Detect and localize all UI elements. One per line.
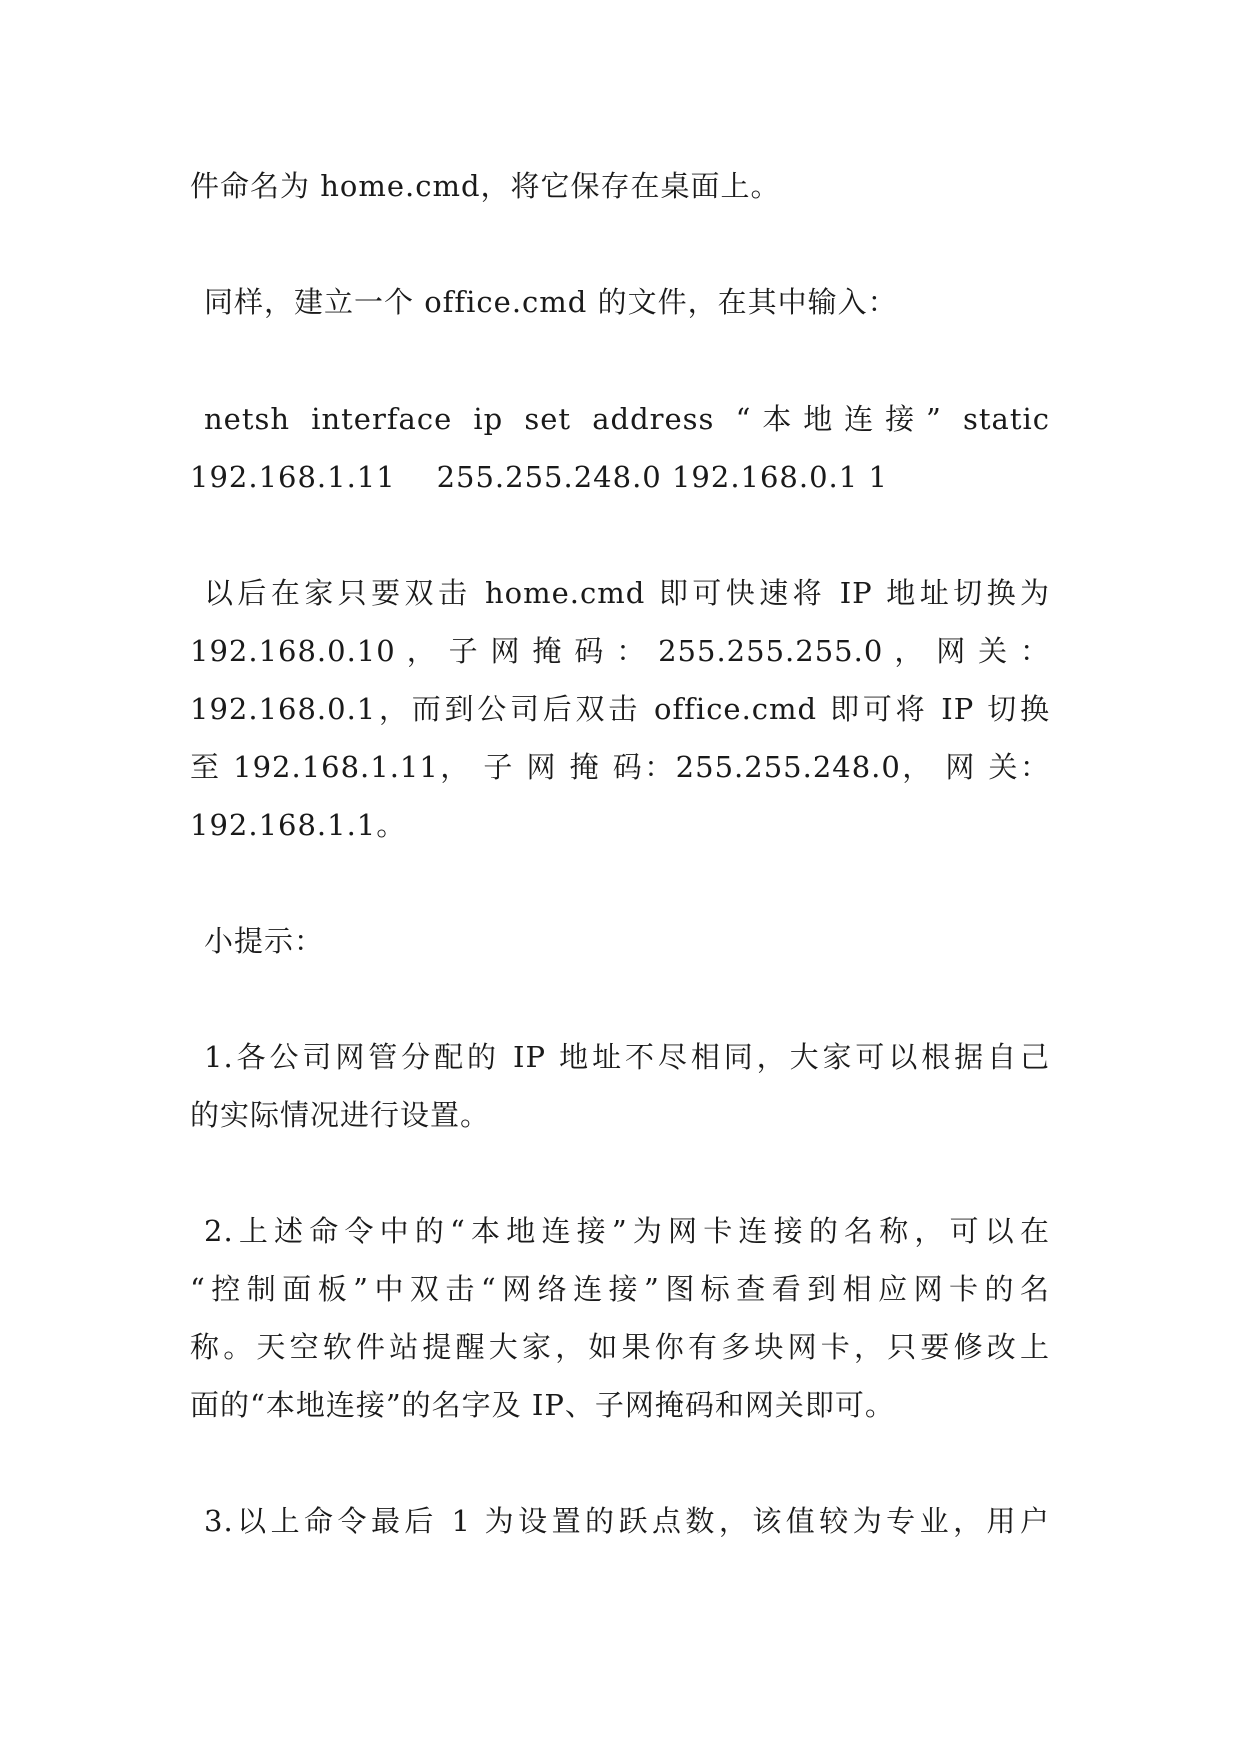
tip-heading: 小提示：	[204, 924, 325, 958]
text-line: 192.168.0.10 ， 子 网 掩 码 ： 255.255.255.0 ， 网 关 ：	[190, 634, 1050, 668]
text-line: 3.以上命令最后 1 为设置的跃点数，该值较为专业，用户	[204, 1504, 1050, 1538]
text-line: 192.168.1.1。	[190, 808, 407, 842]
text-line: “控制面板”中双击“网络连接”图标查看到相应网卡的名	[190, 1272, 1050, 1306]
code-line: 192.168.1.11 255.255.248.0 192.168.0.1 1	[190, 460, 888, 494]
text-line: 192.168.0.1，而到公司后双击 office.cmd 即可将 IP 切换	[190, 692, 1050, 726]
text-line: 至 192.168.1.11， 子 网 掩 码：255.255.248.0， 网 关：	[190, 750, 1050, 784]
text-line: 面的“本地连接”的名字及 IP、子网掩码和网关即可。	[190, 1388, 895, 1422]
text-line: 的实际情况进行设置。	[190, 1098, 491, 1132]
text-line: 同样，建立一个 office.cmd 的文件，在其中输入：	[204, 285, 898, 319]
text-line: 2.上述命令中的“本地连接”为网卡连接的名称，可以在	[204, 1214, 1050, 1248]
text-line: 1.各公司网管分配的 IP 地址不尽相同，大家可以根据自己	[204, 1040, 1050, 1074]
text-line: 称。天空软件站提醒大家，如果你有多块网卡，只要修改上	[190, 1330, 1050, 1364]
text-line: 件命名为 home.cmd，将它保存在桌面上。	[190, 169, 781, 203]
code-line: netsh interface ip set address “本地连接” static	[204, 402, 1050, 436]
text-line: 以后在家只要双击 home.cmd 即可快速将 IP 地址切换为	[204, 576, 1050, 610]
